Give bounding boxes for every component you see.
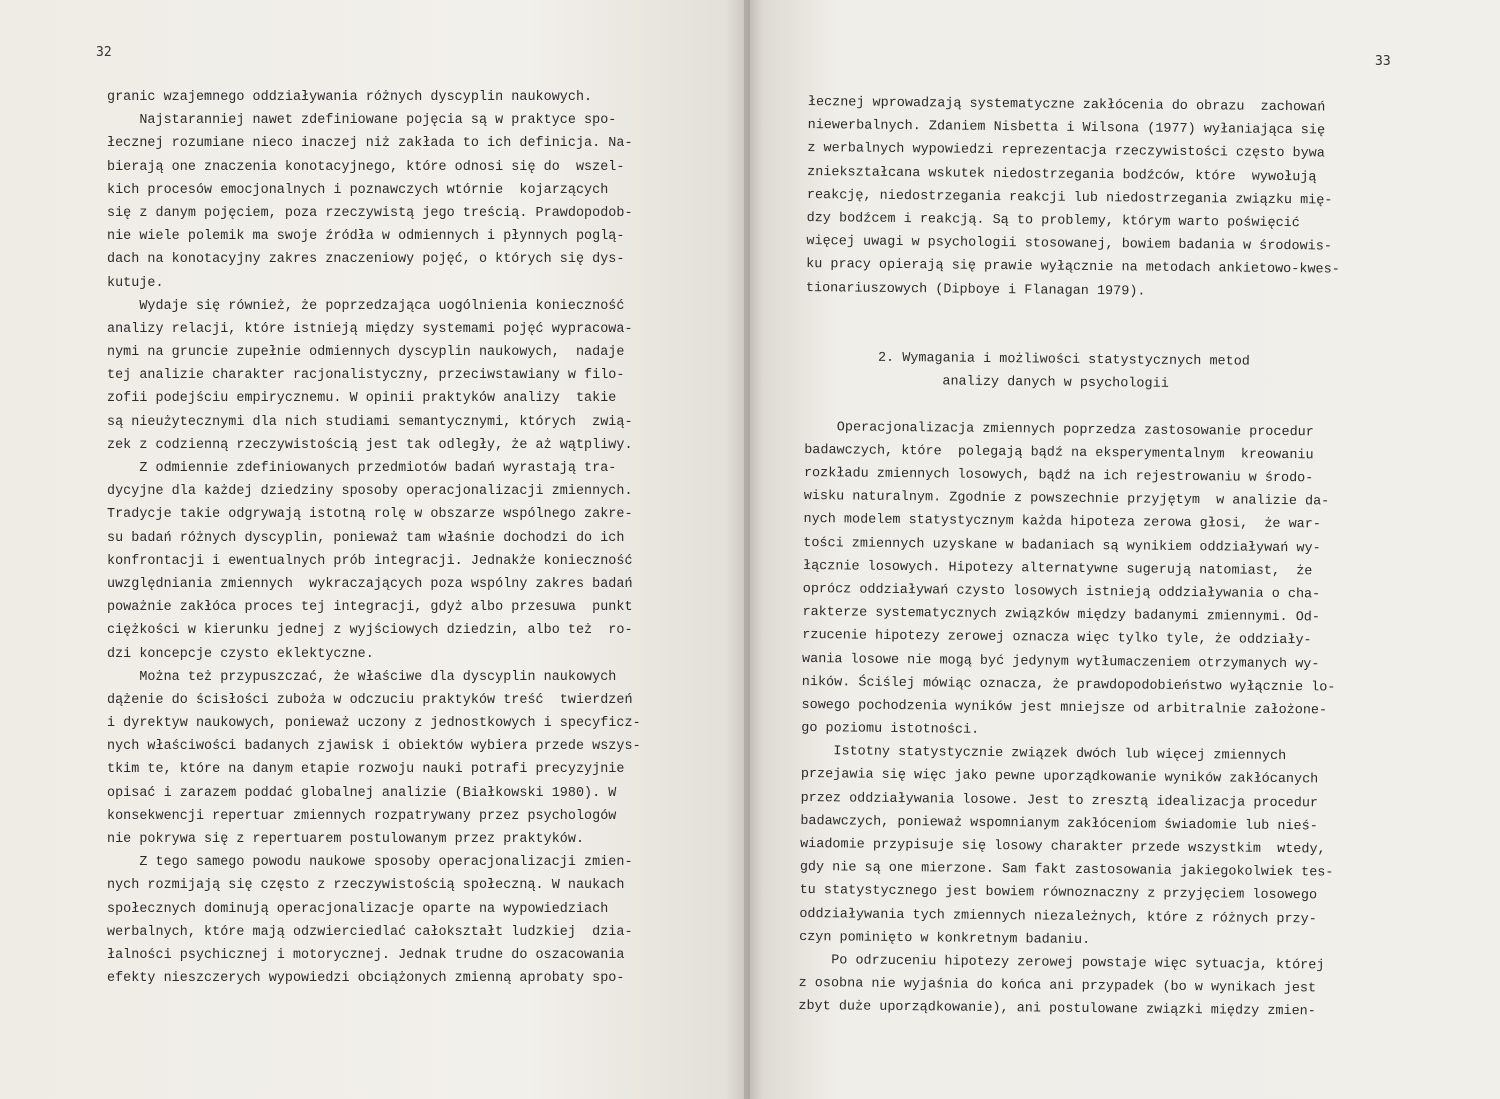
text-line: tkim te, które na danym etapie rozwoju nauki potrafi precyzyjnie xyxy=(107,762,625,778)
text-line: zniekształcana wskutek niedostrzegania bodźców, które wywołują xyxy=(807,164,1317,185)
text-line: zofii podejściu empirycznemu. W opinii praktyków analizy takie xyxy=(107,391,617,407)
text-line: dzy bodźcem i reakcją. Są to problemy, którym warto poświęcić xyxy=(806,210,1300,232)
text-line: granic wzajemnego oddziaływania różnych dyscyplin naukowych. xyxy=(107,90,593,105)
page-number-right: 33 xyxy=(1375,54,1391,69)
text-line: wania losowe nie mogą być jedynym wytłumaczeniem otrzymanych wy- xyxy=(801,651,1320,672)
text-line: gdy nie są one mierzone. Sam fakt zastosowania jakiegokolwiek tes- xyxy=(799,860,1334,881)
text-line: dycyjne dla każdej dziedziny sposoby operacjonalizacji zmiennych. xyxy=(107,484,633,500)
text-line: Z odmiennie zdefiniowanych przedmiotów badań wyrastają tra- xyxy=(107,461,617,476)
text-line: rakterze systematycznych związków między badanymi zmiennymi. Od- xyxy=(802,605,1321,626)
text-line: łącznie losowych. Hipotezy alternatywne sugerują natomiast, że xyxy=(802,558,1313,580)
text-line: zbyt duże uporządkowanie), ani postulowane związki między zmien- xyxy=(798,999,1316,1020)
right-page-text xyxy=(798,91,1341,1024)
text-line: Można też przypuszczać, że właściwe dla dyscyplin naukowych xyxy=(107,669,617,685)
text-line: su badań różnych dyscyplin, ponieważ tam właśnie dochodzi do ich xyxy=(107,530,625,546)
text-line: z osobna nie wyjaśnia do końca ani przypadek (bo w wynikach jest xyxy=(798,976,1317,997)
text-line: czyn pominięto w konkretnym badaniu. xyxy=(799,929,1091,948)
text-line: badawczych, które polegają bądź na eksperymentalnym kreowaniu xyxy=(804,442,1314,464)
text-line: łecznej rozumiane nieco inaczej niż zakłada to ich definicja. Na- xyxy=(107,136,633,152)
text-line: tości zmiennych uzyskane w badaniach są wynikiem oddziaływań wy- xyxy=(803,535,1321,556)
text-line: nie wiele polemik ma swoje źródła w odmiennych i płynnych poglą- xyxy=(107,229,625,245)
right-page xyxy=(748,0,1500,1099)
text-line: tu statystycznego jest bowiem równoznaczny z przyjęciem losowego xyxy=(799,883,1318,904)
text-line: przez oddziaływania losowe. Jest to zresztą idealizacja procedur xyxy=(800,790,1319,812)
text-line: Istotny statystycznie związek dwóch lub więcej zmiennych xyxy=(801,744,1287,765)
text-line: opisać i zarazem poddać globalnej analizie (Białkowski 1980). W xyxy=(107,785,617,801)
text-line: Po odrzuceniu hipotezy zerowej powstaje więc sytuacja, której xyxy=(798,952,1325,974)
text-line: bierają one znaczenia konotacyjnego, które odnosi się do wszel- xyxy=(107,159,625,175)
text-line: konsekwencji repertuar zmiennych rozpatrywany przez psychologów xyxy=(107,808,617,824)
text-line: Operacjonalizacja zmiennych poprzedza zastosowanie procedur xyxy=(804,419,1314,440)
text-line: kich procesów emocjonalnych i poznawczych wtórnie kojarzących xyxy=(107,182,609,198)
text-line: dążenie do ścisłości zuboża w odczuciu praktyków treść twierdzeń xyxy=(107,692,633,708)
text-line: oddziaływania tych zmiennych niezależnych, które z różnych przy- xyxy=(799,906,1317,927)
text-line: Wydaje się również, że poprzedzająca uogólnienia konieczność xyxy=(107,298,625,314)
text-line: tej analizie charakter racjonalistyczny, przeciwstawiany w filo- xyxy=(107,368,625,384)
book-gutter xyxy=(744,0,750,1099)
text-line: ciężkości w kierunku jednej z wyjściowych dziedzin, albo też ro- xyxy=(107,623,633,639)
text-line: łalności psychicznej i motorycznej. Jednak trudne do oszacowania xyxy=(107,947,625,963)
text-line: łecznej wprowadzają systematyczne zakłócenia do obrazu zachowań xyxy=(807,94,1326,116)
text-line: analizy relacji, które istnieją między systemami pojęć wypracowa- xyxy=(107,321,633,337)
text-line: analizy danych w psychologii xyxy=(804,373,1169,393)
text-line: przejawia się więc jako pewne uporządkowanie wyników zakłócanych xyxy=(800,767,1319,788)
text-line: nie pokrywa się z repertuarem postulowanym przez praktyków. xyxy=(107,832,585,847)
text-line: efekty nieszczerych wypowiedzi obciążonych zmienną aprobaty spo- xyxy=(107,971,625,987)
text-line: sowego pochodzenia wyników jest mniejsze od arbitralnie założone- xyxy=(801,697,1328,719)
text-line: zek z codzienną rzeczywistością jest tak odległy, że aż wątpliwy. xyxy=(107,437,633,453)
text-line: kutuje. xyxy=(107,275,164,291)
text-line: z werbalnych wypowiedzi reprezentacja rzeczywistości często bywa xyxy=(807,141,1325,162)
text-line: 2. Wymagania i możliwości statystycznych metod xyxy=(805,350,1250,370)
text-line: uwzględniania zmiennych wykraczających poza wspólny zakres badań xyxy=(107,576,633,592)
text-line: społecznych dominują operacjonalizacje oparte na wypowiedziach xyxy=(107,901,609,917)
text-line: się z danym pojęciem, poza rzeczywistą jego treścią. Prawdopodob- xyxy=(107,205,633,221)
text-line: Najstaranniej nawet zdefiniowane pojęcia są w praktyce spo- xyxy=(107,113,617,129)
text-line: niewerbalnych. Zdaniem Nisbetta i Wilsona (1977) wyłaniająca się xyxy=(807,118,1326,139)
text-line: oprócz oddziaływań czysto losowych istnieją oddziaływania o cha- xyxy=(802,581,1321,603)
text-line: nych właściwości badanych zjawisk i obiektów wybiera przede wszys- xyxy=(107,739,641,755)
text-line: Tradycje takie odgrywają istotną rolę w obszarze wspólnego zakre- xyxy=(107,507,633,523)
text-line: nymi na gruncie zupełnie odmiennych dyscyplin naukowych, nadaje xyxy=(107,345,625,361)
text-line: dzi koncepcje czysto eklektyczne. xyxy=(107,646,374,662)
text-line: nych modelem statystycznym każda hipoteza zerowa głosi, że war- xyxy=(803,512,1322,533)
text-line: i dyrektyw naukowych, ponieważ uczony z jednostkowych i specyficz- xyxy=(107,716,641,732)
text-line: reakcję, niedostrzegania reakcji lub niedostrzegania związku mię- xyxy=(806,187,1333,209)
text-line: konfrontacji i ewentualnych prób integracji. Jednakże konieczność xyxy=(107,553,633,569)
text-line: ników. Ściślej mówiąc oznacza, że prawdopodobieństwo wyłącznie lo- xyxy=(801,674,1336,696)
text-line: poważnie zakłóca proces tej integracji, gdyż albo przesuwa punkt xyxy=(107,600,633,616)
left-page xyxy=(0,0,748,1099)
text-line: badawczych, ponieważ wspomnianym zakłóceniom świadomie lub nieś- xyxy=(800,813,1318,835)
text-line: wiadomie przypisuje się losowy charakter przede wszystkim wtedy, xyxy=(800,836,1326,858)
left-page-text xyxy=(107,86,641,990)
text-line: Z tego samego powodu naukowe sposoby operacjonalizacji zmien- xyxy=(107,855,633,871)
text-line: nych rozmijają się często z rzeczywistością społeczną. W naukach xyxy=(107,878,625,894)
text-line: więcej uwagi w psychologii stosowanej, bowiem badania w środowis- xyxy=(806,234,1333,255)
text-line: ku pracy opierają się prawie wyłącznie na metodach ankietowo-kwes- xyxy=(806,257,1340,278)
page-number-left: 32 xyxy=(96,45,112,60)
text-line: go poziomu istotności. xyxy=(801,721,980,738)
text-line: rzucenie hipotezy zerowej oznacza więc tylko tyle, że oddziały- xyxy=(802,628,1312,649)
text-line: tionariuszowych (Dipboye i Flanagan 1979). xyxy=(805,280,1146,300)
text-line: wisku naturalnym. Zgodnie z powszechnie przyjętym w analizie da- xyxy=(803,489,1330,510)
text-line: są nieużytecznymi dla nich studiami semantycznymi, których zwią- xyxy=(107,414,633,430)
text-line: rozkładu zmiennych losowych, bądź na ich rejestrowaniu w środo- xyxy=(803,465,1314,487)
text-line: dach na konotacyjny zakres znaczeniowy pojęć, o których się dys- xyxy=(107,252,625,268)
text-line: werbalnych, które mają odzwierciedlać całokształt ludzkiej dzia- xyxy=(107,924,633,940)
